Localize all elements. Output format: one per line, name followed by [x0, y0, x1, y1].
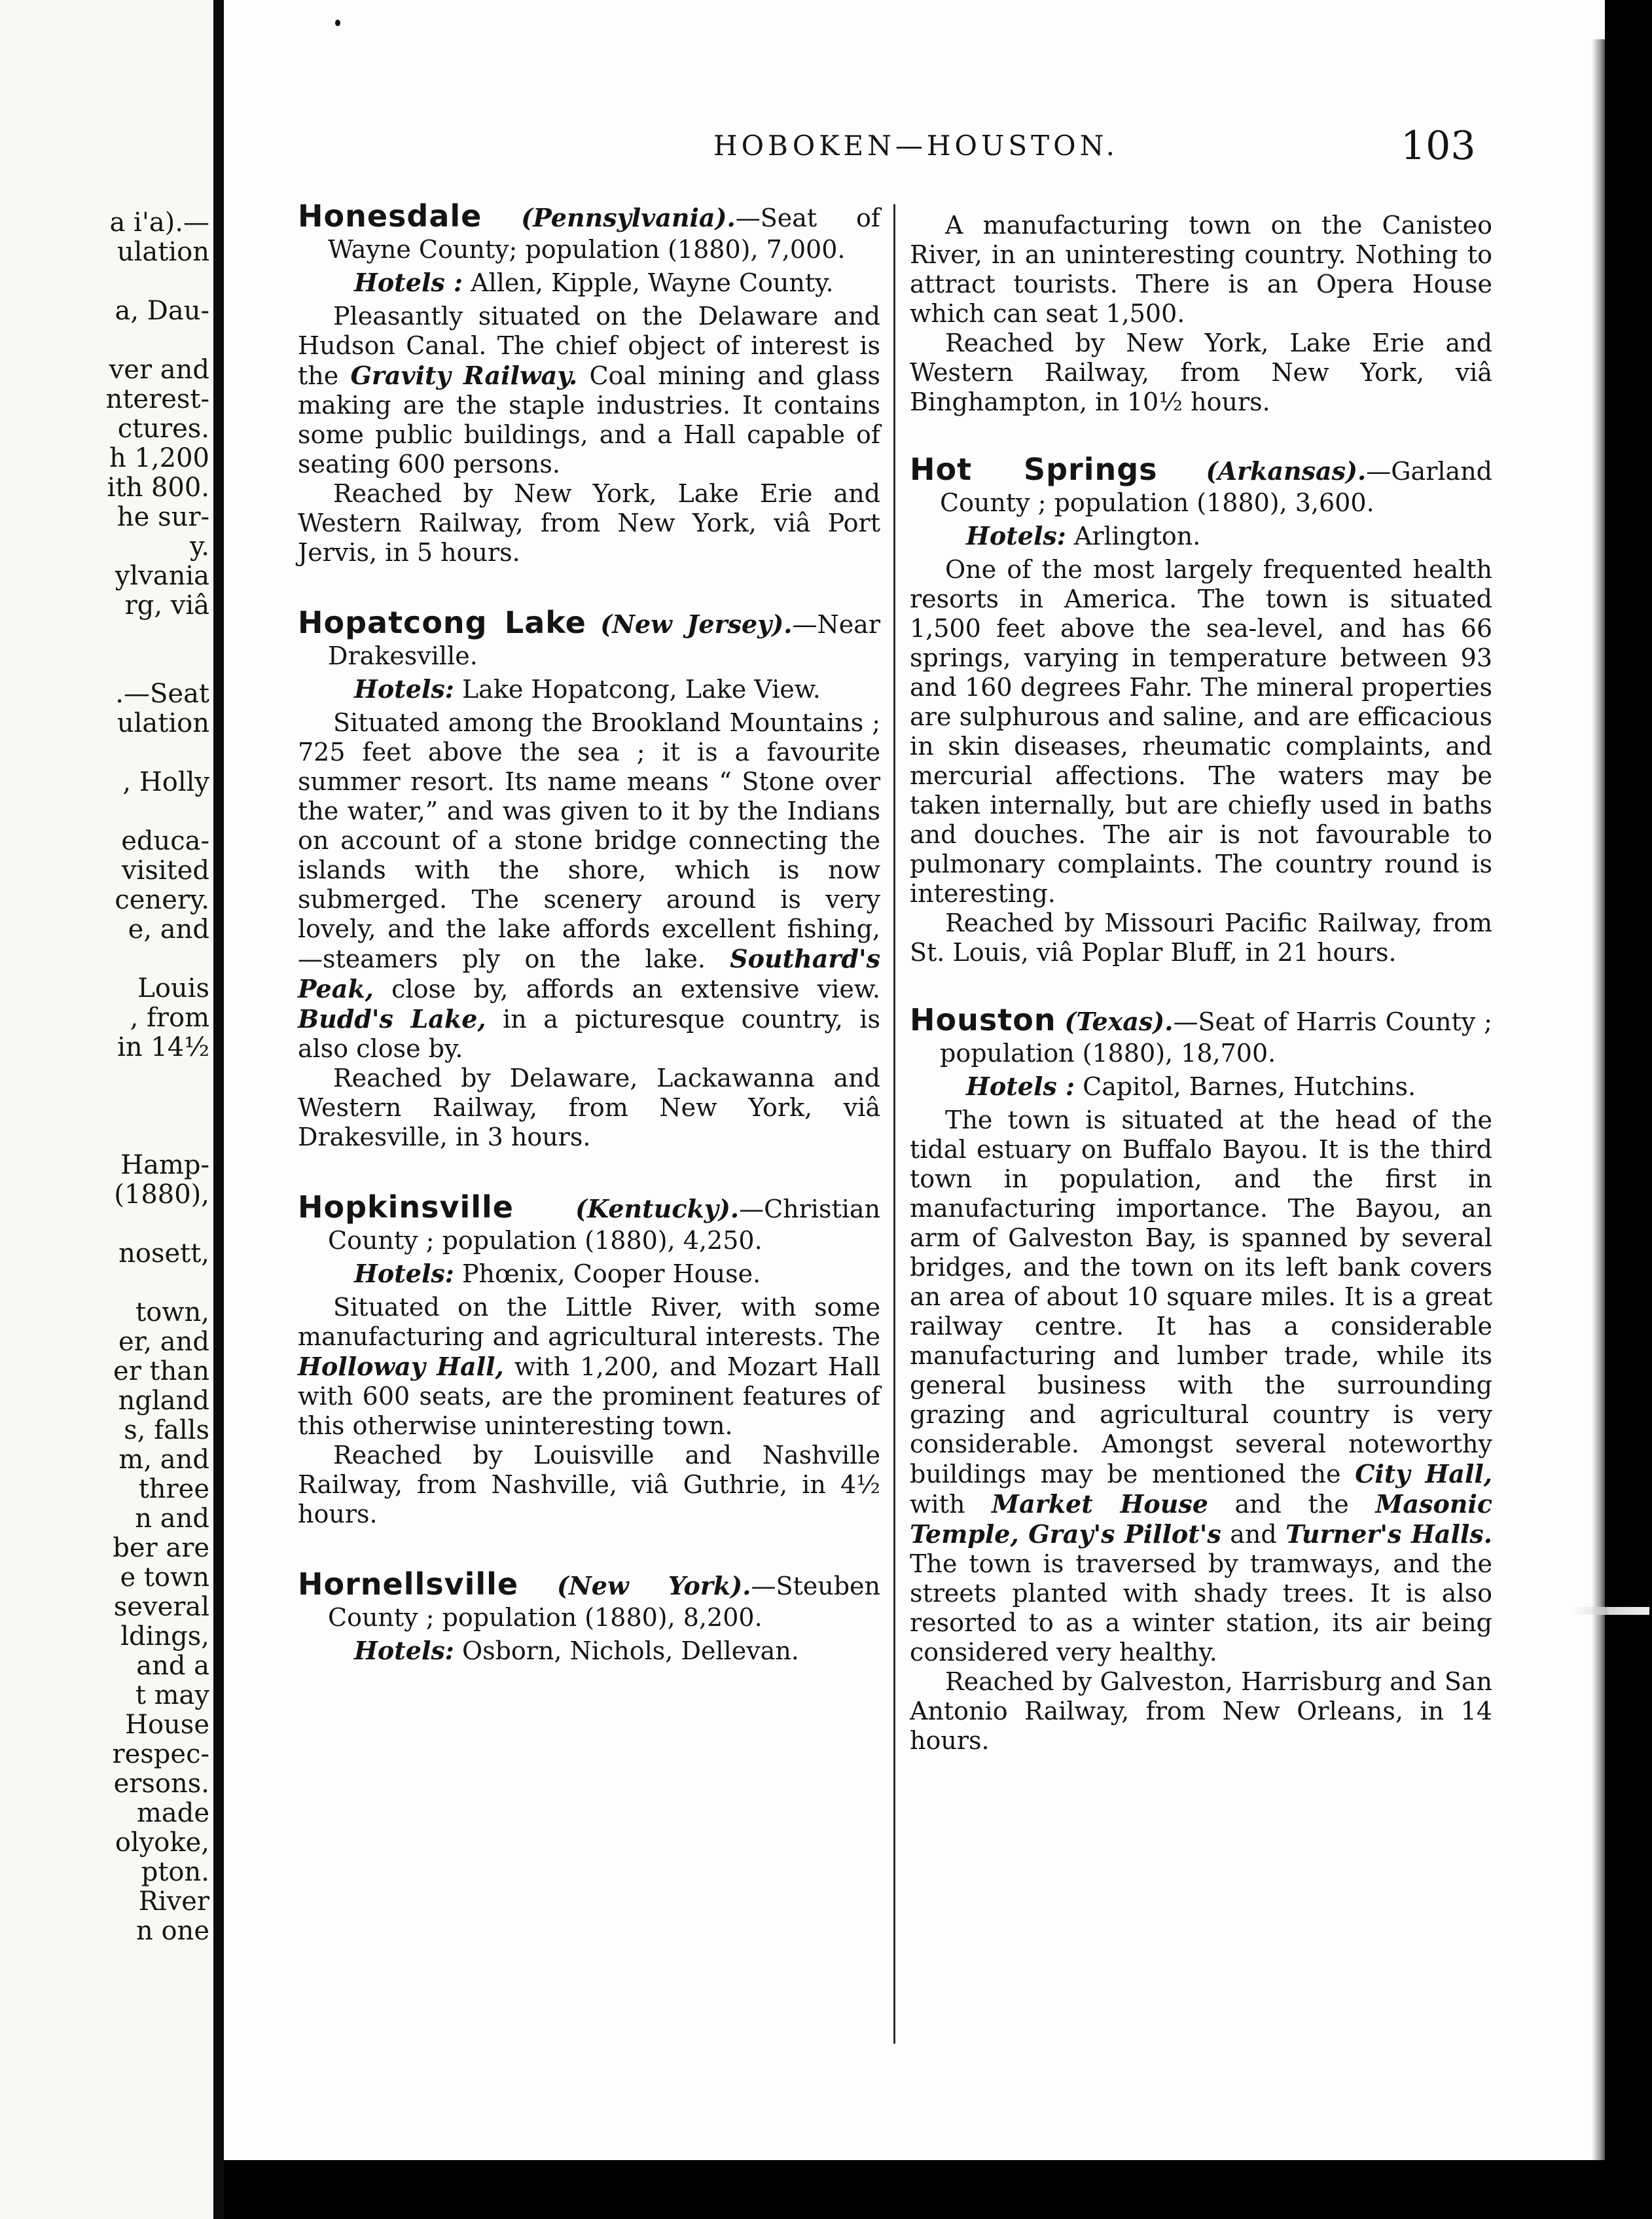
- hotels-label: Hotels:: [354, 1636, 454, 1665]
- italic-term: Turner's Halls.: [1285, 1519, 1492, 1549]
- entry-hornellsville-continued: [910, 211, 1492, 417]
- fragment-line: ulation: [117, 709, 209, 738]
- description: [910, 1106, 1492, 1667]
- hotels-line: [298, 268, 880, 298]
- hotels-list: Phœnix, Cooper House.: [461, 1259, 761, 1288]
- scan-border-right: [1605, 0, 1652, 2219]
- fragment-line: er, and: [118, 1327, 209, 1356]
- page-number: 103: [1401, 123, 1476, 169]
- fragment-line: a, Dau-: [115, 297, 209, 325]
- fragment-line: e, and: [128, 915, 209, 944]
- fragment-line: ersons.: [113, 1769, 209, 1798]
- hotels-label: Hotels:: [354, 1259, 454, 1288]
- fragment-line: ldings,: [120, 1622, 209, 1651]
- entry-intro: —Near Drakesville.: [328, 610, 880, 670]
- fragment-line: n one: [136, 1917, 209, 1945]
- fragment-line: ctures.: [117, 414, 209, 443]
- route-info: Reached by Missouri Pacific Railway, from St. Louis, viâ Poplar Bluff, in 21 hours.: [910, 909, 1492, 967]
- entry-heading: [298, 1568, 880, 1633]
- hotels-label: Hotels:: [966, 521, 1066, 550]
- page-edge-shadow: [1592, 39, 1606, 2167]
- region: (Kentucky).: [575, 1194, 740, 1223]
- fragment-line: (1880),: [114, 1180, 209, 1209]
- fragment-line: made: [136, 1799, 209, 1828]
- fragment-line: town,: [135, 1298, 209, 1327]
- description: A manufacturing town on the Canisteo River, in an uninteresting country. Nothing to attract tourists. There is an Opera House which can seat 1,500.: [910, 211, 1492, 328]
- italic-term: Market House: [992, 1489, 1208, 1519]
- italic-term: Gravity Railway.: [350, 361, 578, 390]
- description: [298, 302, 880, 479]
- fragment-line: ulation: [117, 238, 209, 266]
- fragment-line: cenery.: [115, 886, 209, 914]
- running-title: HOBOKEN—HOUSTON.: [713, 130, 1119, 162]
- entry-intro: —Christian County ; population (1880), 4,250.: [328, 1195, 880, 1255]
- italic-term: Southard's Peak,: [298, 944, 880, 1003]
- entry-hot-springs: [910, 454, 1492, 967]
- scan-border-bottom: [224, 2160, 1652, 2219]
- fragment-line: olyoke,: [115, 1828, 209, 1857]
- fragment-line: Louis: [137, 974, 209, 1003]
- description-text: close by, affords an extensive view.: [391, 975, 880, 1003]
- description-text: in a picturesque country, is also close by.: [298, 1005, 880, 1063]
- fragment-line: , Holly: [122, 768, 209, 797]
- fragment-line: respec-: [112, 1740, 209, 1769]
- hotels-label: Hotels:: [354, 674, 454, 704]
- fragment-line: three: [138, 1475, 209, 1504]
- region: (New York).: [557, 1571, 751, 1600]
- fragment-line: er than: [113, 1357, 209, 1386]
- entry-heading: [298, 1191, 880, 1256]
- fragment-line: several: [113, 1593, 209, 1621]
- description-text: Situated among the Brookland Mountains ; 725 feet above the sea ; it is a favourite summer resort. Its name means “ Stone over the water,” and was given to it by the Indians on account of a stone bridge connecting the islands with the shore, which is now submerged. The scenery around is very lovely, and the lake affords excellent fishing,—steamers ply on the lake.: [298, 708, 880, 973]
- description: [298, 708, 880, 1064]
- fragment-line: ver and: [109, 355, 209, 384]
- fragment-line: visited: [121, 856, 209, 885]
- entry-heading: [910, 1004, 1492, 1069]
- hotels-list: Capitol, Barnes, Hutchins.: [1083, 1072, 1416, 1101]
- fragment-line: rg, viâ: [124, 591, 209, 620]
- entry-intro: —Seat of Harris County ; population (1880), 18,700.: [940, 1007, 1492, 1068]
- fragment-line: nterest-: [105, 385, 209, 414]
- fragment-line: t may: [135, 1681, 209, 1710]
- right-column: [910, 211, 1492, 1756]
- italic-term: City Hall,: [1355, 1459, 1492, 1488]
- entry-hornellsville: [298, 1568, 880, 1666]
- hotels-list: Arlington.: [1073, 522, 1201, 550]
- entry-heading: [298, 200, 880, 265]
- entry-intro: —Steuben County ; population (1880), 8,200.: [328, 1572, 880, 1632]
- fragment-line: Hamp-: [120, 1151, 209, 1180]
- hotels-line: [298, 1636, 880, 1666]
- fragment-line: e town: [120, 1563, 209, 1592]
- entry-heading: [910, 454, 1492, 518]
- description-text: and: [1230, 1520, 1277, 1549]
- region: (Texas).: [1064, 1007, 1174, 1036]
- fragment-line: River: [138, 1887, 209, 1916]
- entry-houston: [910, 1004, 1492, 1756]
- fragment-line: ngland: [118, 1386, 209, 1415]
- route-info: Reached by Galveston, Harrisburg and San Antonio Railway, from New Orleans, in 14 hours.: [910, 1667, 1492, 1755]
- description-text: with 1,200, and Mozart Hall with 600 seats, are the prominent features of this otherwise uninteresting town.: [298, 1352, 880, 1440]
- fragment-line: m, and: [118, 1445, 209, 1474]
- fragment-line: .—Seat: [115, 679, 209, 708]
- fragment-line: s, falls: [124, 1416, 209, 1445]
- fragment-line: in 14½: [117, 1033, 209, 1062]
- fragment-line: ber are: [113, 1534, 209, 1562]
- thread-mark: [1571, 1607, 1649, 1615]
- entry-intro: —Garland County ; population (1880), 3,600.: [940, 457, 1492, 517]
- route-info: Reached by Delaware, Lackawanna and Western Railway, from New York, viâ Drakesville, in 3 hours.: [298, 1064, 880, 1151]
- binding-gutter: [213, 0, 224, 2219]
- fragment-line: pton.: [141, 1858, 209, 1886]
- description-text: with: [910, 1490, 965, 1519]
- entry-hopkinsville: [298, 1191, 880, 1529]
- italic-term: Masonic Temple, Gray's Pillot's: [910, 1489, 1492, 1549]
- description: One of the most largely frequented health resorts in America. The town is situated 1,500 feet above the sea-level, and has 66 springs, varying in temperature between 93 and 160 degrees Fahr. The mineral properties are sulphurous and saline, and are efficacious in skin diseases, rheumatic complaints, and mercurial affections. The waters may be taken internally, but are chiefly used in baths and douches. The air is not favourable to pulmonary complaints. The country round is interesting.: [910, 555, 1492, 908]
- entry-intro: —Seat of Wayne County; population (1880), 7,000.: [328, 204, 880, 264]
- route-info: Reached by New York, Lake Erie and Western Railway, from New York, viâ Port Jervis, in 5 hours.: [298, 479, 880, 567]
- route-info: Reached by New York, Lake Erie and Western Railway, from New York, viâ Binghampton, in 10½ hours.: [910, 329, 1492, 416]
- fragment-line: educa-: [121, 827, 209, 856]
- fragment-line: House: [125, 1710, 209, 1739]
- hotels-label: Hotels :: [354, 268, 463, 297]
- left-column: [298, 200, 880, 1666]
- entry-heading: [298, 607, 880, 672]
- hotels-line: [910, 521, 1492, 551]
- description: [298, 1293, 880, 1441]
- column-divider: [893, 204, 895, 2044]
- entry-honesdale: [298, 200, 880, 568]
- entry-hopatcong-lake: [298, 607, 880, 1152]
- region: (New Jersey).: [600, 609, 793, 639]
- fragment-line: n and: [135, 1504, 209, 1533]
- fragment-line: and a: [136, 1651, 209, 1680]
- hotels-list: Allen, Kipple, Wayne County.: [471, 268, 834, 297]
- fragment-line: y.: [190, 532, 209, 561]
- fragment-line: nosett,: [118, 1239, 209, 1268]
- italic-term: Holloway Hall,: [298, 1352, 504, 1381]
- description-text: The town is traversed by tramways, and the streets planted with shady trees. It is also resorted to as a winter station, its air being considered very healthy.: [910, 1549, 1492, 1667]
- hotels-line: [910, 1072, 1492, 1102]
- hotels-label: Hotels :: [966, 1072, 1075, 1101]
- description-text: Pleasantly situated on the Delaware and Hudson Canal. The chief object of interest is the: [298, 302, 880, 390]
- description-text: The town is situated at the head of the tidal estuary on Buffalo Bayou. It is the third town in population, and the first in manufacturing importance. The Bayou, an arm of Galveston Bay, is spanned by several bridges, and the town on its left bank covers an area of about 10 square miles. It is a great railway centre. It has a considerable manufacturing and lumber trade, while its general business with the surrounding grazing and agricultural country is very considerable. Amongst several noteworthy buildings may be mentioned the: [910, 1106, 1492, 1488]
- italic-term: Budd's Lake,: [298, 1004, 486, 1034]
- place-name: Hopkinsville: [298, 1189, 514, 1225]
- fragment-line: h 1,200: [109, 444, 209, 473]
- description-text: and the: [1234, 1490, 1349, 1519]
- ink-speck: [335, 20, 340, 26]
- description-text: Situated on the Little River, with some manufacturing and agricultural interests. The: [298, 1293, 880, 1351]
- hotels-line: [298, 674, 880, 704]
- region: (Arkansas).: [1206, 456, 1367, 486]
- hotels-list: Osborn, Nichols, Dellevan.: [461, 1636, 799, 1665]
- description-text: Coal mining and glass making are the staple industries. It contains some public buildings, and a Hall capable of seating 600 persons.: [298, 361, 881, 478]
- route-info: Reached by Louisville and Nashville Railway, from Nashville, viâ Guthrie, in 4½ hours.: [298, 1441, 880, 1528]
- hotels-list: Lake Hopatcong, Lake View.: [461, 675, 821, 704]
- region: (Pennsylvania).: [521, 203, 736, 232]
- fragment-line: , from: [130, 1003, 209, 1032]
- fragment-line: ith 800.: [107, 473, 209, 502]
- fragment-line: he sur-: [117, 503, 209, 532]
- fragment-line: ylvania: [115, 562, 209, 590]
- hotels-line: [298, 1259, 880, 1289]
- fragment-line: a i'a).—: [109, 208, 209, 237]
- place-name: Hot Springs: [910, 452, 1158, 487]
- place-name: Hopatcong Lake: [298, 605, 586, 640]
- place-name: Hornellsville: [298, 1566, 519, 1602]
- place-name: Houston: [910, 1002, 1056, 1037]
- place-name: Honesdale: [298, 198, 482, 234]
